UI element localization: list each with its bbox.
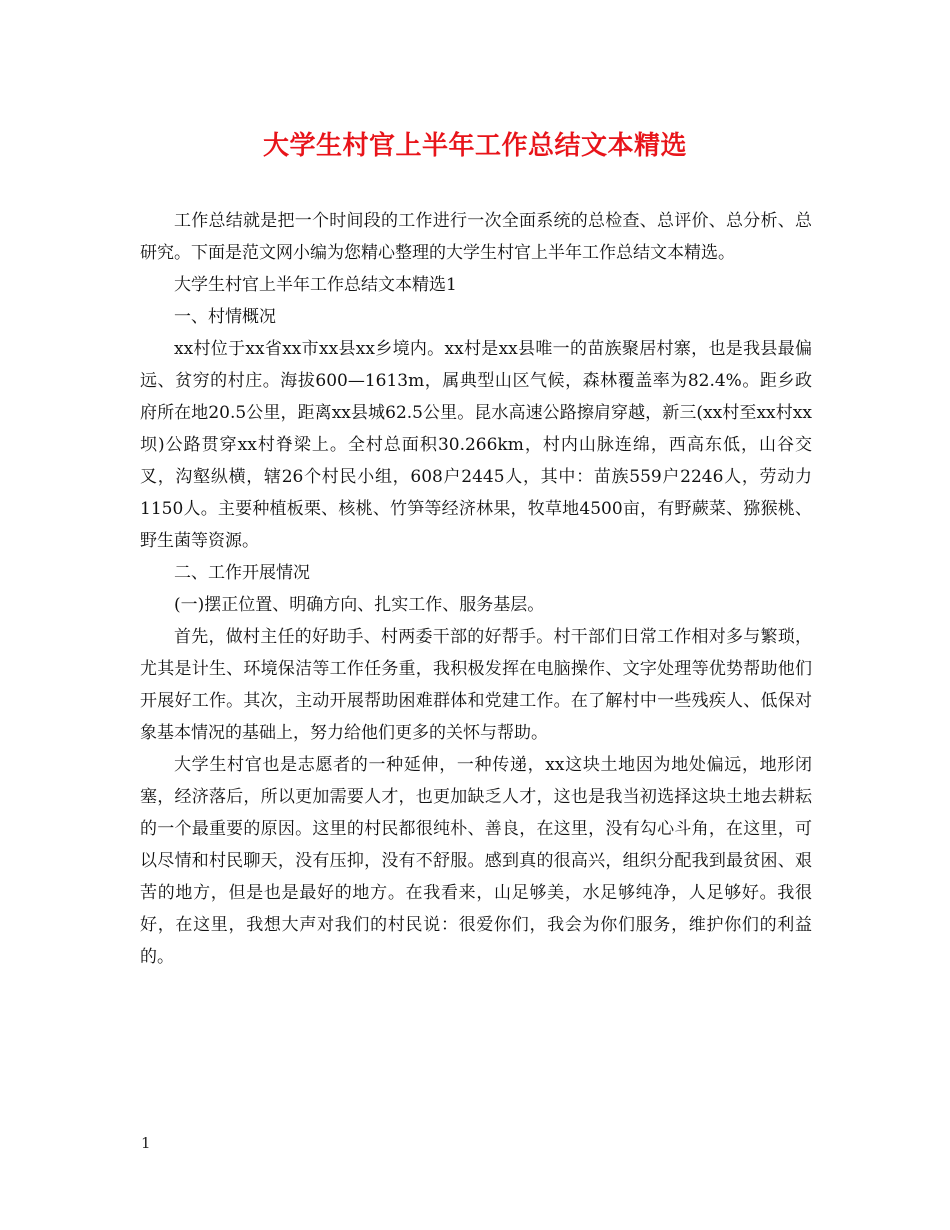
paragraph-village-overview: xx村位于xx省xx市xx县xx乡境内。xx村是xx县唯一的苗族聚居村寨，也是我县最偏远、贫穷的村庄。海拔600—1613m，属典型山区气候，森林覆盖率为82.4%。距乡政府所在地20.5公里，距离xx县城62.5公里。昆水高速公路擦肩穿越，新三(xx村至xx村xx坝)公路贯穿xx村脊梁上。全村总面积30.266km，村内山脉连绵，西高东低，山谷交叉，沟壑纵横，辖26个村民小组，608户2445人，其中：苗族559户2246人，劳动力1150人。主要种植板栗、核桃、竹笋等经济林果，牧草地4500亩，有野蕨菜、猕猴桃、野生菌等资源。 (140, 339, 812, 551)
section-heading-work-progress: 二、工作开展情况 (174, 563, 310, 583)
paragraph-intro: 工作总结就是把一个时间段的工作进行一次全面系统的总检查、总评价、总分析、总研究。下面是范文网小编为您精心整理的大学生村官上半年工作总结文本精选。 (140, 211, 812, 263)
subsection-heading-1: (一)摆正位置、明确方向、扎实工作、服务基层。 (174, 595, 545, 615)
section-heading-village-overview: 一、村情概况 (174, 307, 276, 327)
paragraph-volunteer: 大学生村官也是志愿者的一种延伸，一种传递，xx这块土地因为地处偏远，地形闭塞，经济落后，所以更加需要人才，也更加缺乏人才，这也是我当初选择这块土地去耕耘的一个最重要的原因。这里的村民都很纯朴、善良，在这里，没有勾心斗角，在这里，可以尽情和村民聊天，没有压抑，没有不舒服。感到真的很高兴，组织分配我到最贫困、艰苦的地方，但是也是最好的地方。在我看来，山足够美，水足够纯净，人足够好。我很好，在这里，我想大声对我们的村民说：很爱你们，我会为你们服务，维护你们的利益的。 (140, 755, 812, 967)
document-title: 大学生村官上半年工作总结文本精选 (262, 131, 687, 161)
paragraph-assistance: 首先，做村主任的好助手、村两委干部的好帮手。村干部们日常工作相对多与繁琐，尤其是计生、环境保洁等工作任务重，我积极发挥在电脑操作、文字处理等优势帮助他们开展好工作。其次，主动开展帮助困难群体和党建工作。在了解村中一些残疾人、低保对象基本情况的基础上，努力给他们更多的关怀与帮助。 (140, 627, 812, 743)
document-body (140, 205, 812, 973)
paragraph-subtitle: 大学生村官上半年工作总结文本精选1 (174, 275, 457, 295)
page-number: 1 (141, 1134, 151, 1152)
